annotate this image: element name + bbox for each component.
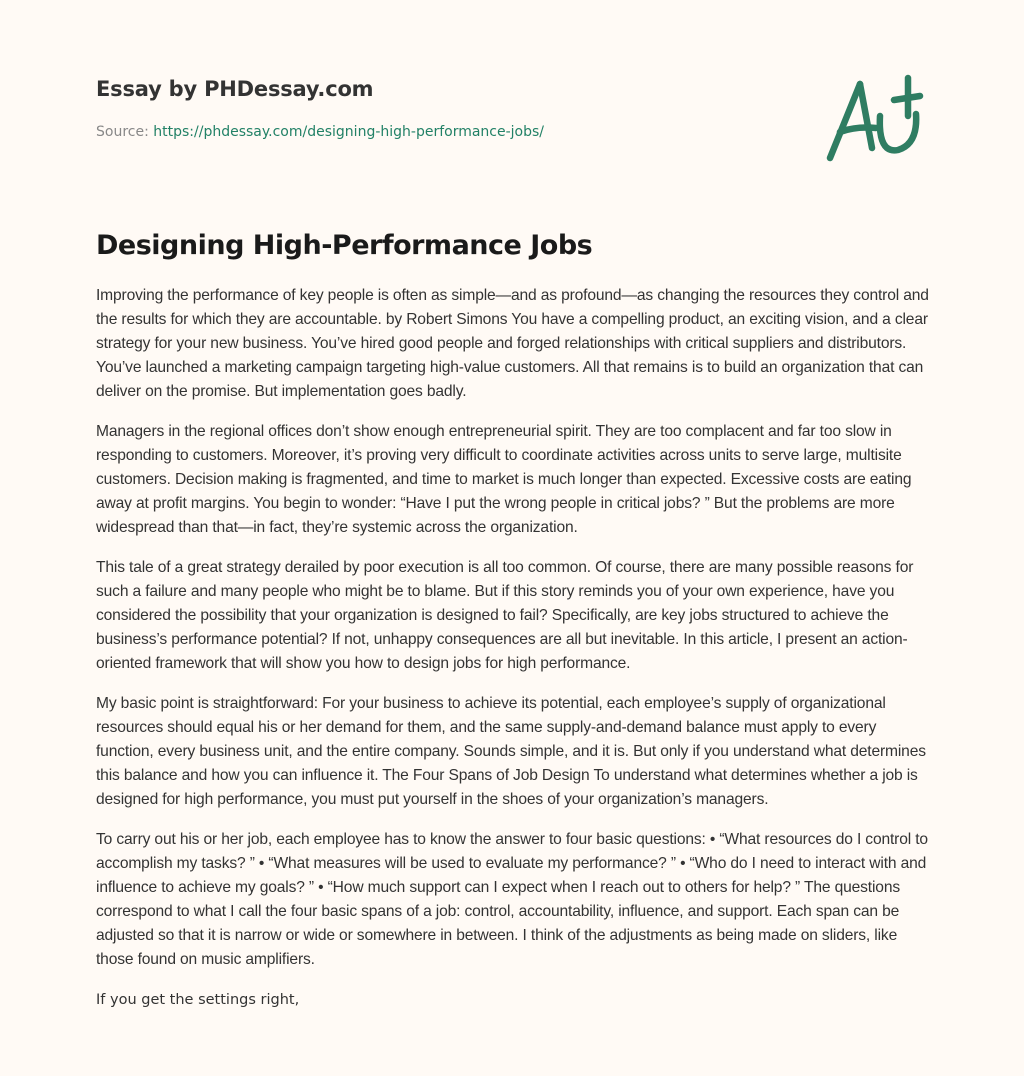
paragraph: My basic point is straightforward: For your business to achieve its potential, each employee’s supply of organizational resources should equal his or her demand for them, and the same supply-and-demand balance must apply to every function, every business unit, and the entire company. Sounds simple, and it is. But only if you understand what determines this balance and how you can influence it. The Four Spans of Job Design To understand what determines whether a job is designed for high performance, you must put yourself in the shoes of your organization’s managers. [96,695,926,808]
paragraph: This tale of a great strategy derailed by poor execution is all too common. Of course, there are many possible reasons for such a failure and many people who might be to blame. But if this story reminds you of your own experience, have you considered the possibility that your organization is designed to fail? Specifically, are key jobs structured to achieve the business’s performance potential? If not, unhappy consequences are all but inevitable. In this article, I present an action-oriented framework that will show you how to design jobs for high performance. [96,559,914,672]
a-plus-grade-icon [822,70,932,170]
site-title: Essay by PHDessay.com [96,77,374,101]
article-body [96,284,932,1028]
paragraph: Managers in the regional offices don’t show enough entrepreneurial spirit. They are too complacent and far too slow in responding to customers. Moreover, it’s proving very difficult to coordinate activities across units to serve large, multisite customers. Decision making is fragmented, and time to market is much longer than expected. Excessive costs are eating away at profit margins. You begin to wonder: “Have I put the wrong people in critical jobs? ” But the problems are more widespread than that—in fact, they’re systemic across the organization. [96,423,912,536]
article-title: Designing High-Performance Jobs [96,230,593,261]
source-label: Source: [96,124,154,140]
paragraph: If you get the settings right, [96,992,300,1008]
source-link[interactable]: https://phdessay.com/designing-high-performance-jobs/ [153,124,545,140]
site-header [96,74,796,142]
paragraph: To carry out his or her job, each employee has to know the answer to four basic questions: • “What resources do I control to accomplish my tasks? ” • “What measures will be used to evaluate my performance? ” • “Who do I need to interact with and influence to achieve my goals? ” • “How much support can I expect when I reach out to others for help? ” The questions correspond to what I call the four basic spans of a job: control, accountability, influence, and support. Each span can be adjusted so that it is narrow or wide or somewhere in between. I think of the adjustments as being made on sliders, like those found on music amplifiers. [96,831,928,968]
source-line [96,122,796,142]
paragraph: Improving the performance of key people is often as simple—and as profound—as changing the resources they control and the results for which they are accountable. by Robert Simons You have a compelling product, an exciting vision, and a clear strategy for your new business. You’ve hired good people and forged relationships with critical suppliers and distributors. You’ve launched a marketing campaign targeting high-value customers. All that remains is to build an organization that can deliver on the promise. But implementation goes badly. [96,287,929,400]
